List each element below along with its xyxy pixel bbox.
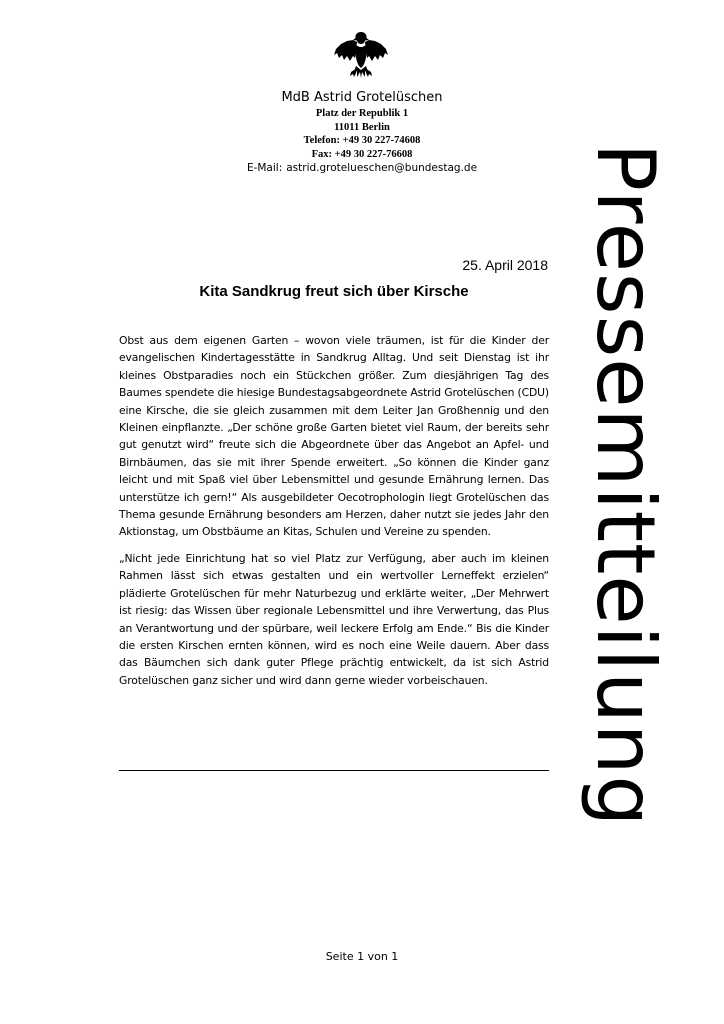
federal-eagle-icon bbox=[333, 28, 389, 82]
sender-name: MdB Astrid Grotelüschen bbox=[281, 90, 443, 105]
sender-street: Platz der Republik 1 bbox=[315, 108, 409, 119]
sender-phone: Telefon: +49 30 227-74608 bbox=[303, 135, 421, 146]
press-body bbox=[119, 332, 549, 698]
letterhead bbox=[200, 88, 524, 175]
headline: Kita Sandkrug freut sich über Kirsche bbox=[199, 283, 469, 300]
sender-email-line bbox=[200, 161, 524, 175]
email-label: E-Mail: bbox=[246, 162, 283, 174]
sender-fax: Fax: +49 30 227-76608 bbox=[311, 148, 413, 160]
paragraph-2: „Nicht jede Einrichtung hat so viel Platz zur Verfügung, aber auch im kleinen Rahmen lässt sich etwas gestalten und ein wertvoller Lerneffekt erzielen“ plädierte Grotelüschen für mehr Naturbezug und erklärte weiter, „Der Mehrwert ist riesig: das Wissen über regionale Lebensmittel und ihre Verwertung, das Plus an Verantwortung und der spürbare, weil leckere Erfolg am Ende.“ Bis die Kinder die ersten Kirschen ernten können, wird es noch eine Weile dauern. Aber dass das Bäumchen sich dank guter Pflege prächtig entwickelt, da ist sich Astrid Grotelüschen ganz sicher und wird dann gerne wieder vorbeischauen. bbox=[119, 551, 549, 687]
paragraph-1: Obst aus dem eigenen Garten – wovon viele träumen, ist für die Kinder der evangelischen Kindertagesstätte in Sandkrug Alltag. Und seit Dienstag ist ihr kleines Obstparadies noch ein Stückchen größer. Zum diesjährigen Tag des Baumes spendete die hiesige Bundestagsabgeordnete Astrid Grotelüschen (CDU) eine Kirsche, die sie gleich zusammen mit dem Leiter Jan Großhennig und den Kleinen einpflanzte. „Der schöne große Garten bietet viel Raum, der bereits sehr gut genutzt wird“ freute sich die Abgeordnete über das Angebot an Apfel- und Birnbäumen, das sie mit ihrer Spende erweitert. „So können die Kinder ganz leicht und mit Spaß viel über Lebensmittel und gesunde Ernährung lernen. Das unterstütze ich gern!“ Als ausgebildeter Oecotrophologin liegt Grotelüschen das Thema gesunde Ernährung besonders am Herzen, daher nutzt sie jedes Jahr den Aktionstag, um Obstbäume an Kitas, Schulen und Vereine zu spenden. bbox=[119, 334, 549, 539]
email-address: astrid.grotelueschen@bundestag.de bbox=[286, 162, 478, 174]
vertical-title-box bbox=[570, 100, 680, 870]
press-date: 25. April 2018 bbox=[462, 257, 548, 273]
sender-city: 11011 Berlin bbox=[334, 121, 390, 133]
page-number: Seite 1 von 1 bbox=[325, 950, 399, 963]
document-type-title: Pressemitteilung bbox=[579, 142, 672, 828]
divider-line bbox=[119, 770, 549, 771]
